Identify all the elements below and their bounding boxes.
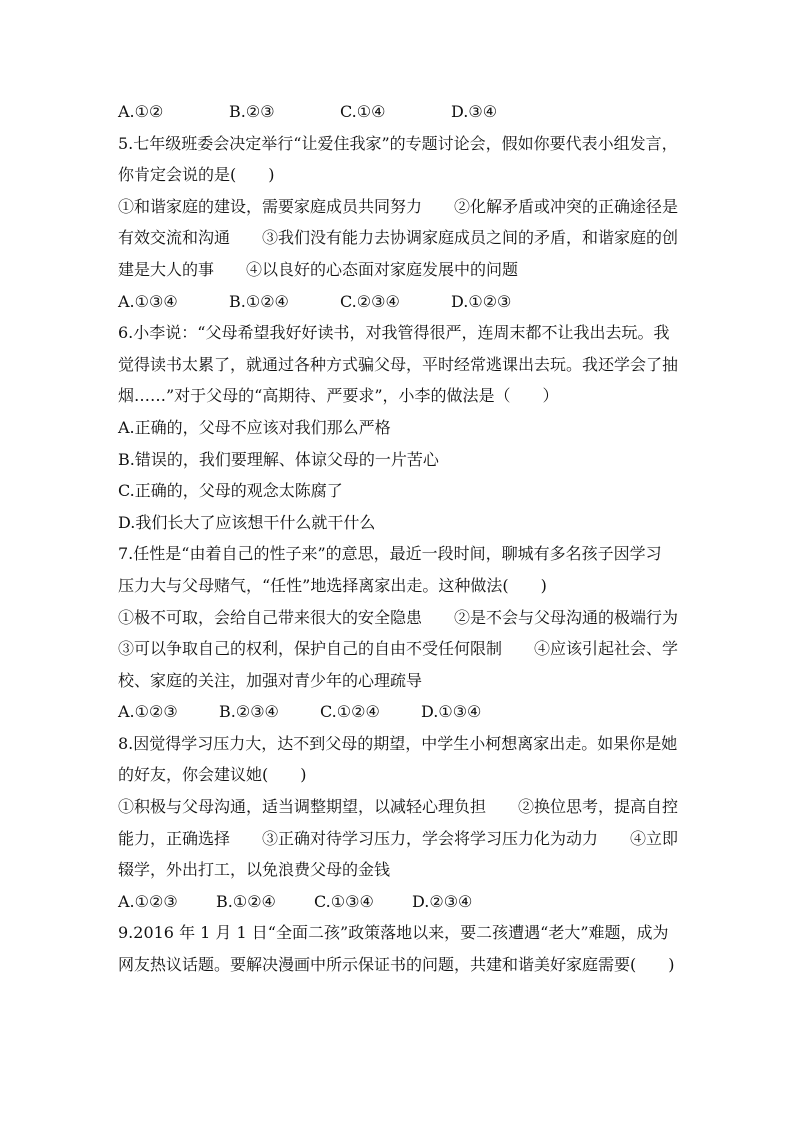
question-text-line: 建是大人的事 ④以良好的心态面对家庭发展中的问题	[118, 259, 519, 279]
q6-option-d: D.我们长大了应该想干什么就干什么	[118, 512, 376, 532]
q5-option-c: C.②③④	[340, 291, 400, 311]
q6-option-a: A.正确的，父母不应该对我们那么严格	[118, 417, 391, 437]
q4-option-d: D.③④	[451, 102, 498, 121]
q8-option-d: D.②③④	[412, 891, 473, 911]
q8-options	[118, 886, 678, 918]
question-5	[118, 128, 678, 318]
q4-options	[118, 96, 678, 128]
document-page	[118, 96, 678, 981]
question-text-line: 校、家庭的关注，加强对青少年的心理疏导	[118, 670, 423, 690]
q5-option-a: A.①③④	[118, 291, 178, 311]
question-text-line: 网友热议话题。要解决漫画中所示保证书的问题，共建和谐美好家庭需要( )	[118, 955, 675, 975]
q7-options	[118, 696, 678, 728]
question-text-line: 的好友，你会建议她( )	[118, 765, 307, 785]
q5-option-d: D.①②③	[451, 291, 512, 311]
q4-option-b: B.②③	[229, 102, 275, 121]
q4-option-c: C.①④	[340, 102, 386, 121]
question-8	[118, 728, 678, 918]
q8-option-b: B.①②④	[216, 891, 276, 911]
q8-option-c: C.①③④	[314, 891, 374, 911]
question-text-line: 9.2016 年 1 月 1 日“全面二孩”政策落地以来，要二孩遭遇“老大”难题，成为	[118, 923, 669, 943]
question-text-line: ①极不可取，会给自己带来很大的安全隐患 ②是不会与父母沟通的极端行为	[118, 607, 679, 627]
q6-option-b: B.错误的，我们要理解、体谅父母的一片苦心	[118, 449, 439, 469]
q4-option-a: A.①②	[118, 102, 164, 121]
question-text-line: 能力，正确选择 ③正确对待学习压力，学会将学习压力化为动力 ④立即	[118, 828, 679, 848]
question-text-line: 6.小李说：“父母希望我好好读书，对我管得很严，连周末都不让我出去玩。我	[118, 323, 670, 343]
q6-option-c: C.正确的，父母的观念太陈腐了	[118, 481, 343, 501]
question-9	[118, 917, 678, 980]
question-7	[118, 538, 678, 728]
question-text-line: 有效交流和沟通 ③我们没有能力去协调家庭成员之间的矛盾，和谐家庭的创	[118, 228, 679, 248]
question-text-line: ①积极与父母沟通，适当调整期望，以减轻心理负担 ②换位思考，提高自控	[118, 797, 679, 817]
question-text-line: 你肯定会说的是( )	[118, 165, 275, 185]
question-text-line: 5.七年级班委会决定举行“让爱住我家”的专题讨论会，假如你要代表小组发言，	[118, 133, 678, 153]
q7-option-d: D.①③④	[421, 702, 482, 722]
question-text-line: 8.因觉得学习压力大，达不到父母的期望，中学生小柯想离家出走。如果你是她	[118, 733, 678, 753]
q5-options	[118, 286, 678, 318]
question-6	[118, 317, 678, 538]
question-text-line: 7.任性是“由着自己的性子来”的意思，最近一段时间，聊城有多名孩子因学习	[118, 544, 662, 564]
question-text-line: 辍学，外出打工，以免浪费父母的金钱	[118, 860, 391, 880]
q7-option-a: A.①②③	[118, 702, 178, 722]
q7-option-c: C.①②④	[320, 702, 380, 722]
q8-option-a: A.①②③	[118, 891, 178, 911]
q7-option-b: B.②③④	[219, 702, 279, 722]
q5-option-b: B.①②④	[229, 291, 289, 311]
question-text-line: ①和谐家庭的建设，需要家庭成员共同努力 ②化解矛盾或冲突的正确途径是	[118, 196, 679, 216]
question-text-line: 烟……”对于父母的“高期待、严要求”，小李的做法是（ ）	[118, 386, 559, 406]
question-text-line: 压力大与父母赌气，“任性”地选择离家出走。这种做法( )	[118, 575, 547, 595]
question-text-line: ③可以争取自己的权利，保护自己的自由不受任何限制 ④应该引起社会、学	[118, 639, 679, 659]
question-text-line: 觉得读书太累了，就通过各种方式骗父母，平时经常逃课出去玩。我还学会了抽	[118, 354, 679, 374]
